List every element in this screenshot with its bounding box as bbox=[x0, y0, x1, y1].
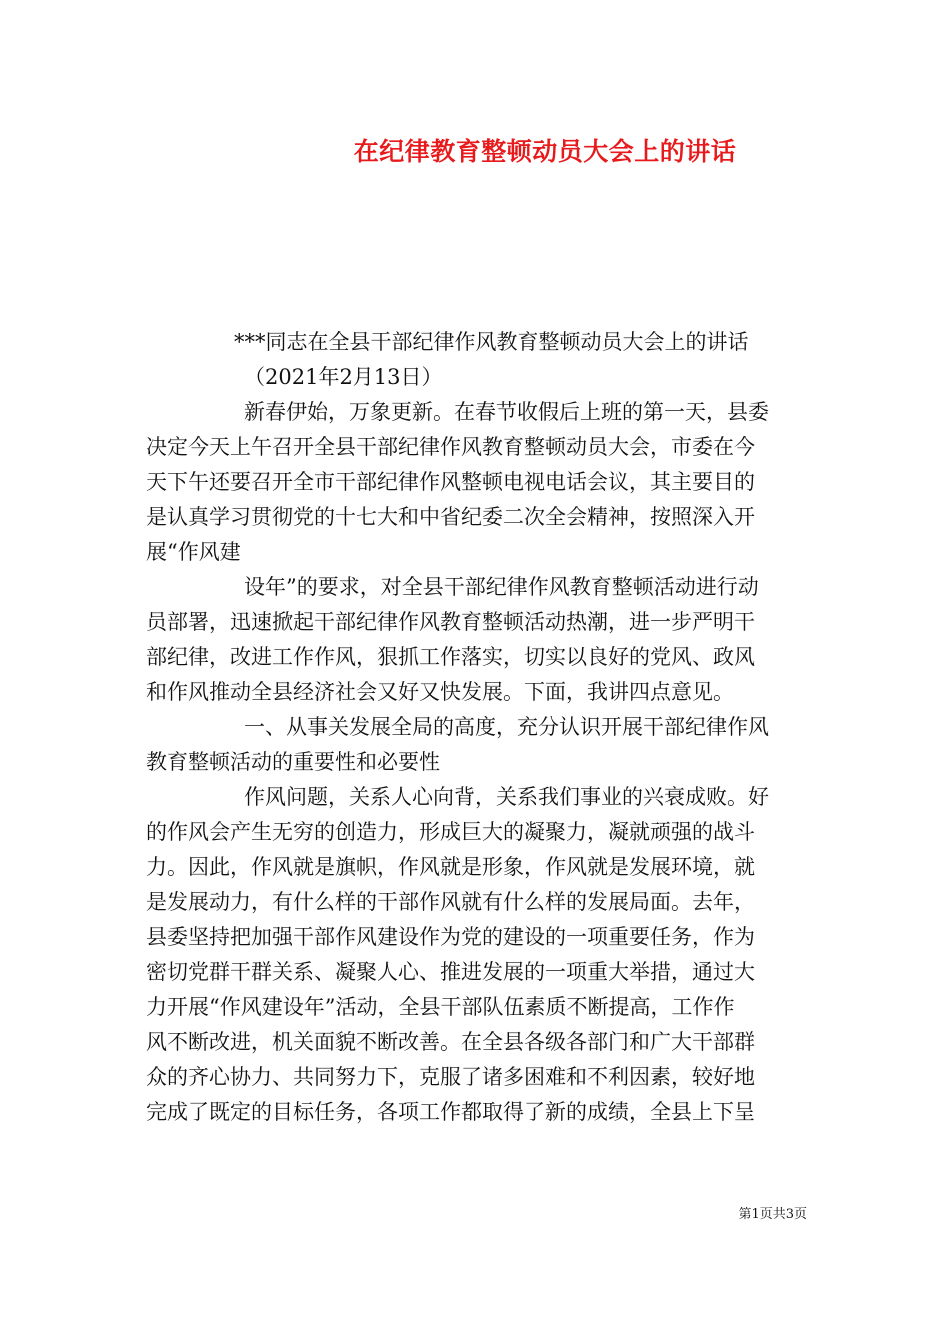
body-line: 是发展动力，有什么样的干部作风就有什么样的发展局面。去年， bbox=[146, 890, 755, 914]
speech-subtitle: ***同志在全县干部纪律作风教育整顿动员大会上的讲话 bbox=[234, 330, 749, 354]
body-line: 力。因此，作风就是旗帜，作风就是形象，作风就是发展环境，就 bbox=[146, 855, 755, 879]
body-line: 部纪律，改进工作作风，狠抓工作落实，切实以良好的党风、政风 bbox=[146, 645, 755, 669]
body-line: 风不断改进，机关面貌不断改善。在全县各级各部门和广大干部群 bbox=[146, 1030, 755, 1054]
body-line: 是认真学习贯彻党的十七大和中省纪委二次全会精神，按照深入开 bbox=[146, 505, 755, 529]
body-line: 的作风会产生无穷的创造力，形成巨大的凝聚力，凝就顽强的战斗 bbox=[146, 820, 755, 844]
body-line: 新春伊始，万象更新。在春节收假后上班的第一天，县委 bbox=[244, 400, 769, 424]
page-number: 第1页共3页 bbox=[738, 1207, 807, 1222]
body-line: 县委坚持把加强干部作风建设作为党的建设的一项重要任务，作为 bbox=[146, 925, 755, 949]
document-body bbox=[146, 325, 806, 1130]
document-title: 在纪律教育整顿动员大会上的讲话 bbox=[353, 137, 737, 166]
body-line: 决定今天上午召开全县干部纪律作风教育整顿动员大会，市委在今 bbox=[146, 435, 755, 459]
body-line: 密切党群干群关系、凝聚人心、推进发展的一项重大举措，通过大 bbox=[146, 960, 755, 984]
body-line: 完成了既定的目标任务，各项工作都取得了新的成绩，全县上下呈 bbox=[146, 1100, 755, 1124]
body-line: 员部署，迅速掀起干部纪律作风教育整顿活动热潮，进一步严明干 bbox=[146, 610, 755, 634]
section-heading-line: 一、从事关发展全局的高度，充分认识开展干部纪律作风 bbox=[244, 715, 769, 739]
body-line: 和作风推动全县经济社会又好又快发展。下面，我讲四点意见。 bbox=[146, 680, 734, 704]
body-line: 力开展“作风建设年”活动，全县干部队伍素质不断提高，工作作 bbox=[146, 995, 735, 1019]
body-line: 众的齐心协力、共同努力下，克服了诸多困难和不利因素，较好地 bbox=[146, 1065, 755, 1089]
body-line: 作风问题，关系人心向背，关系我们事业的兴衰成败。好 bbox=[244, 785, 769, 809]
body-line: 天下午还要召开全市干部纪律作风整顿电视电话会议，其主要目的 bbox=[146, 470, 755, 494]
speech-date: （2021年2月13日） bbox=[244, 365, 443, 389]
body-line: 展“作风建 bbox=[146, 540, 241, 564]
body-line: 设年”的要求，对全县干部纪律作风教育整顿活动进行动 bbox=[244, 575, 759, 599]
section-heading-line: 教育整顿活动的重要性和必要性 bbox=[146, 750, 440, 774]
